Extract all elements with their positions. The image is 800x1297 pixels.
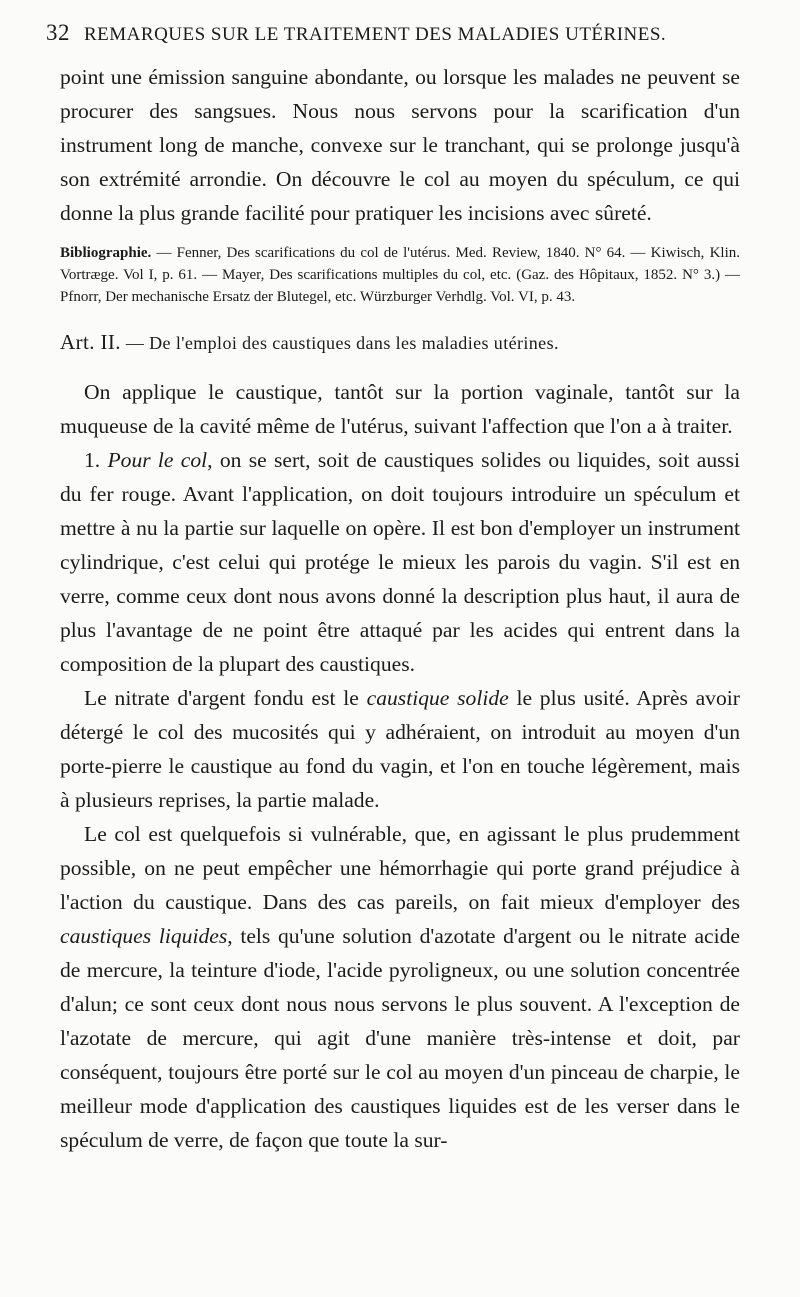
section-title: — De l'emploi des caustiques dans les maladies utérines.: [120, 333, 559, 353]
paragraph-2: [60, 443, 740, 681]
bibliography-text: — Fenner, Des scarifications du col de l'utérus. Med. Review, 1840. N° 64. — Kiwisch, Klin. Vortræge. Vol I, p. 61. — Mayer, Des scarifications multiples du col, etc. (Gaz. des Hôpitaux, 1852. N° 3.) — Pfnorr, Der mechanische Ersatz der Blutegel, etc. Würzburger Verhdlg. Vol. VI, p. 43.: [60, 245, 740, 305]
paragraph-3-emphasis: caustique solide: [366, 686, 509, 710]
bibliography-label: Bibliographie.: [60, 245, 152, 261]
paragraph-4-emphasis: caustiques liquides: [60, 924, 228, 948]
paragraph-3-before: Le nitrate d'argent fondu est le: [84, 686, 367, 710]
page-number: 32: [46, 20, 70, 45]
paragraph-3-after: le plus usité. Après avoir détergé le col des mucosités qui y adhéraient, on introduit au moyen d'un porte-pierre le caustique au fond du vagin, et l'on en touche légèrement, mais à plusieurs reprises, la partie malade.: [60, 686, 740, 812]
paragraph-1: On applique le caustique, tantôt sur la portion vaginale, tantôt sur la muqueuse de la cavité même de l'utérus, suivant l'affection que l'on a à traiter.: [60, 380, 740, 438]
paragraph-4-after: , tels qu'une solution d'azotate d'argent ou le nitrate acide de mercure, la teinture d'iode, l'acide pyroligneux, ou une solution concentrée d'alun; ce sont ceux dont nous nous servons le plus souvent. A l'exception de l'azotate de mercure, qui agit d'une manière très-intense et doit, par conséquent, toujours être porté sur le col au moyen d'un pinceau de charpie, le meilleur mode d'application des caustiques liquides est de les verser dans le spéculum de verre, de façon que toute la sur-: [60, 924, 740, 1152]
bibliography: [60, 242, 740, 308]
intro-paragraph: point une émission sanguine abondante, ou lorsque les malades ne peuvent se procurer des sangsues. Nous nous servons pour la scarification d'un instrument long de manche, convexe sur le tranchant, qui se prolonge jusqu'à son extrémité arrondie. On découvre le col au moyen du spéculum, ce qui donne la plus grande facilité pour pratiquer les incisions avec sûreté.: [60, 65, 740, 225]
paragraph-3: [60, 681, 740, 817]
paragraph-4: [60, 817, 740, 1157]
running-title: REMARQUES SUR LE TRAITEMENT DES MALADIES UTÉRINES.: [84, 24, 667, 45]
article-number: Art. II.: [60, 330, 121, 354]
paragraph-4-before: Le col est quelquefois si vulnérable, que, en agissant le plus prudemment possible, on ne peut empêcher une hémorrhagie qui porte grand préjudice à l'action du caustique. Dans des cas pareils, on fait mieux d'employer des: [60, 822, 740, 914]
running-header: [46, 20, 740, 46]
paragraph-2-text: , on se sert, soit de caustiques solides ou liquides, soit aussi du fer rouge. Avant l'application, on doit toujours introduire un spéculum et mettre à nu la partie sur laquelle on opère. Il est bon d'employer un instrument cylindrique, c'est celui qui protége le mieux les parois du vagin. S'il est en verre, comme ceux dont nous avons donné la description plus haut, il aura de plus l'avantage de ne point être attaqué par les acides qui entrent dans la composition de la plupart des caustiques.: [60, 448, 740, 676]
paragraph-2-emphasis: Pour le col: [107, 448, 208, 472]
paragraph-2-prefix: 1.: [84, 448, 108, 472]
page-body: [60, 60, 740, 1157]
section-heading: [60, 330, 740, 355]
